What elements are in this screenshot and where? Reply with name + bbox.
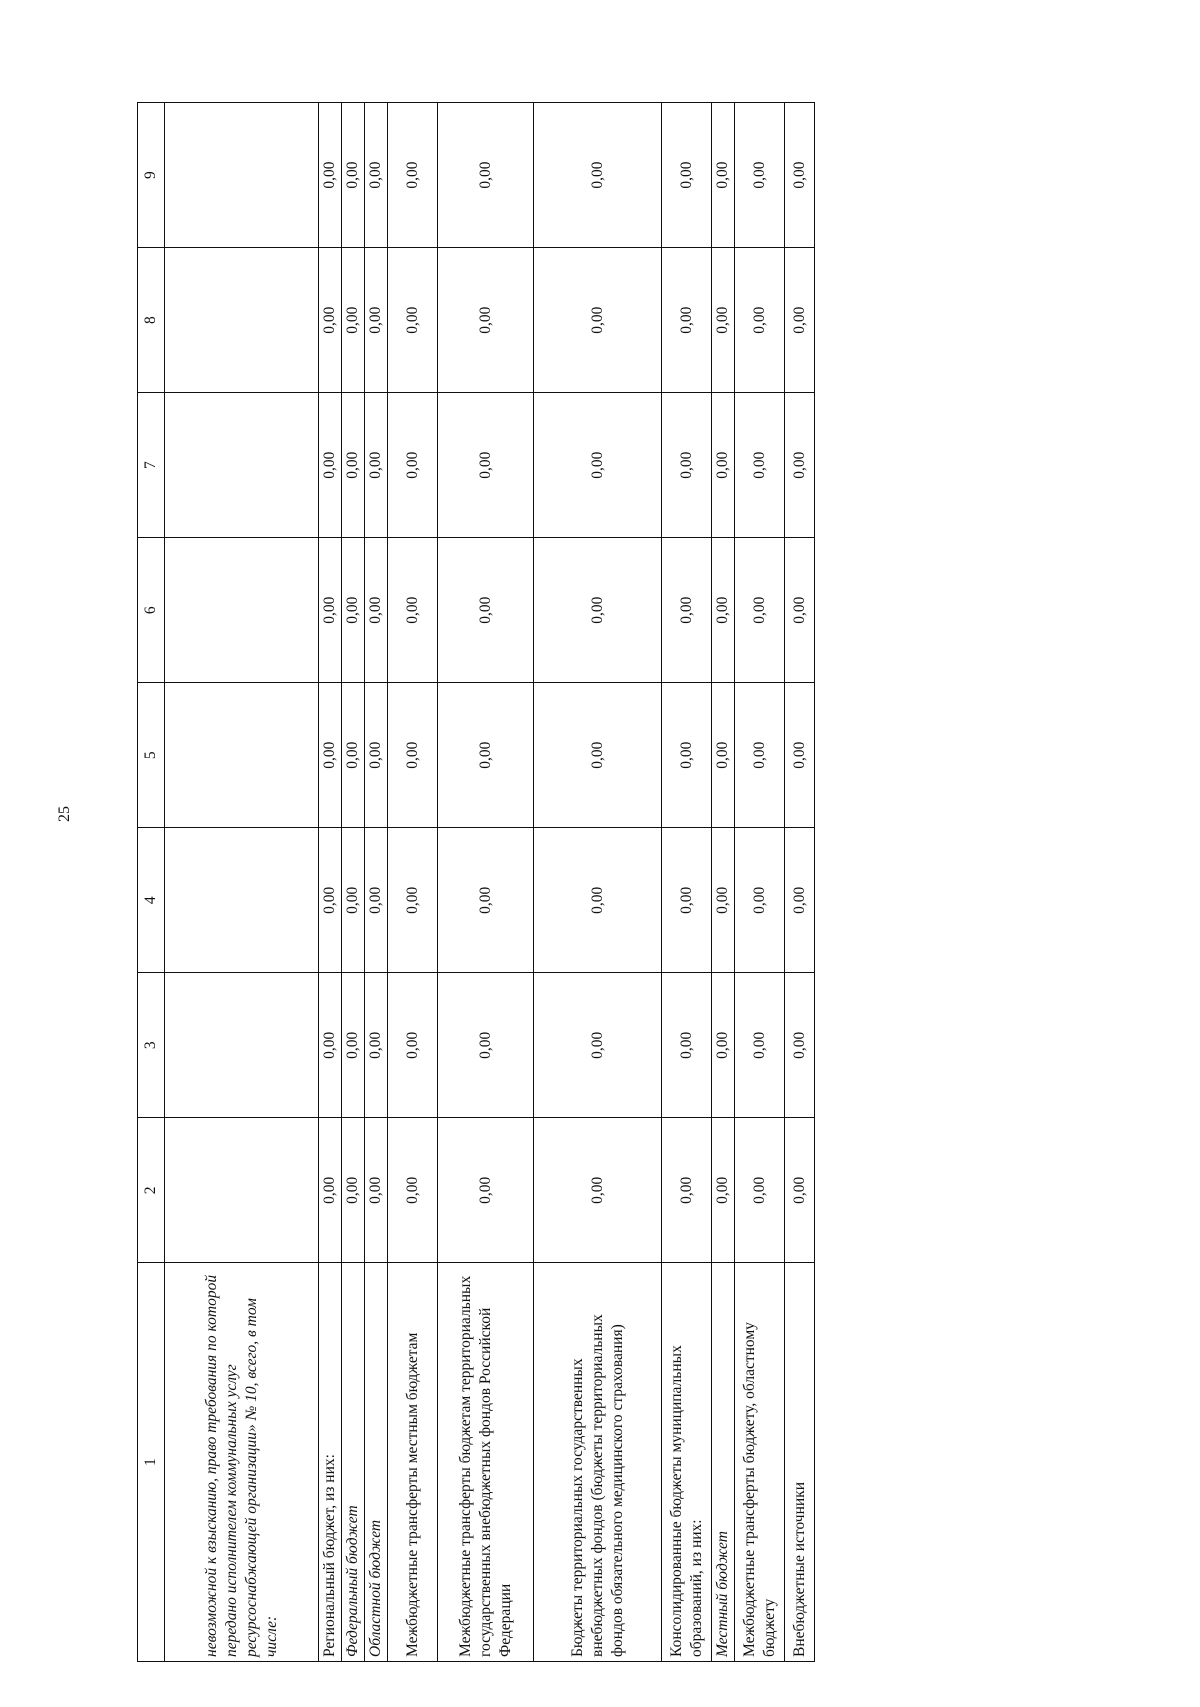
value-cell: 0,00 [712,538,735,683]
value-cell: 0,00 [712,1118,735,1263]
value-cell: 0,00 [662,103,712,248]
table-row [735,103,785,1662]
value-cell [165,248,319,393]
value-cell [165,103,319,248]
value-cell: 0,00 [342,973,365,1118]
row-label: Федеральный бюджет [342,1263,365,1662]
value-cell: 0,00 [785,248,815,393]
budget-table [137,102,815,1662]
value-cell: 0,00 [388,973,438,1118]
table-row [712,103,735,1662]
value-cell: 0,00 [388,248,438,393]
value-cell [165,538,319,683]
value-cell: 0,00 [342,538,365,683]
value-cell: 0,00 [388,683,438,828]
value-cell: 0,00 [342,103,365,248]
table-row [319,103,342,1662]
column-header: 8 [138,248,165,393]
value-cell: 0,00 [785,103,815,248]
column-header: 6 [138,538,165,683]
value-cell: 0,00 [534,248,662,393]
row-label: Внебюджетные источники [785,1263,815,1662]
value-cell: 0,00 [785,828,815,973]
value-cell: 0,00 [712,103,735,248]
value-cell: 0,00 [438,538,534,683]
value-cell: 0,00 [319,828,342,973]
value-cell: 0,00 [735,828,785,973]
value-cell: 0,00 [438,103,534,248]
value-cell: 0,00 [735,393,785,538]
value-cell: 0,00 [534,1118,662,1263]
column-header: 9 [138,103,165,248]
column-header: 2 [138,1118,165,1263]
value-cell: 0,00 [365,248,388,393]
table-row [388,103,438,1662]
value-cell: 0,00 [735,683,785,828]
value-cell: 0,00 [388,828,438,973]
value-cell: 0,00 [342,683,365,828]
value-cell: 0,00 [365,1118,388,1263]
column-header: 1 [138,1263,165,1662]
value-cell: 0,00 [662,393,712,538]
column-header: 3 [138,973,165,1118]
table-row [365,103,388,1662]
row-label: Местный бюджет [712,1263,735,1662]
value-cell: 0,00 [662,1118,712,1263]
value-cell: 0,00 [438,973,534,1118]
value-cell: 0,00 [365,683,388,828]
value-cell: 0,00 [662,538,712,683]
table-row [662,103,712,1662]
table-header-row [138,103,165,1662]
value-cell: 0,00 [342,393,365,538]
table-row [534,103,662,1662]
value-cell: 0,00 [319,683,342,828]
value-cell: 0,00 [388,103,438,248]
value-cell: 0,00 [365,538,388,683]
value-cell: 0,00 [712,248,735,393]
table-row [785,103,815,1662]
value-cell [165,683,319,828]
row-label: Межбюджетные трансферты бюджетам территориальных государственных внебюджетных фондов Российской Федерации [438,1263,534,1662]
row-label: Консолидированные бюджеты муниципальных образований, из них: [662,1263,712,1662]
value-cell: 0,00 [365,103,388,248]
value-cell: 0,00 [712,828,735,973]
value-cell: 0,00 [342,248,365,393]
value-cell: 0,00 [438,248,534,393]
value-cell: 0,00 [785,683,815,828]
value-cell: 0,00 [438,828,534,973]
table-row [165,103,319,1662]
value-cell: 0,00 [785,973,815,1118]
column-header: 4 [138,828,165,973]
value-cell: 0,00 [438,393,534,538]
row-label: Межбюджетные трансферты местным бюджетам [388,1263,438,1662]
row-label: невозможной к взысканию, право требования по которой передано исполнителем коммунальных услуг ресурсоснабжающей организации» № 10, всего, в том числе: [165,1263,319,1662]
value-cell [165,973,319,1118]
value-cell: 0,00 [342,828,365,973]
value-cell: 0,00 [319,973,342,1118]
column-header: 5 [138,683,165,828]
value-cell: 0,00 [342,1118,365,1263]
value-cell: 0,00 [319,103,342,248]
value-cell: 0,00 [735,103,785,248]
column-header: 7 [138,393,165,538]
value-cell: 0,00 [735,973,785,1118]
value-cell: 0,00 [712,683,735,828]
row-label: Межбюджетные трансферты бюджету, областному бюджету [735,1263,785,1662]
table-row [342,103,365,1662]
value-cell: 0,00 [785,393,815,538]
row-label: Бюджеты территориальных государственных внебюджетных фондов (бюджеты территориальных фондов обязательного медицинского страхования) [534,1263,662,1662]
value-cell: 0,00 [365,828,388,973]
value-cell: 0,00 [712,973,735,1118]
value-cell [165,393,319,538]
value-cell: 0,00 [319,538,342,683]
page-number: 25 [56,806,73,822]
value-cell: 0,00 [534,828,662,973]
value-cell: 0,00 [662,828,712,973]
value-cell: 0,00 [735,538,785,683]
value-cell: 0,00 [712,393,735,538]
value-cell: 0,00 [388,1118,438,1263]
value-cell: 0,00 [534,973,662,1118]
row-label: Региональный бюджет, из них: [319,1263,342,1662]
value-cell: 0,00 [534,103,662,248]
table-row [438,103,534,1662]
value-cell: 0,00 [785,538,815,683]
value-cell [165,1118,319,1263]
value-cell: 0,00 [365,393,388,538]
value-cell: 0,00 [662,683,712,828]
row-label: Областной бюджет [365,1263,388,1662]
value-cell: 0,00 [662,973,712,1118]
value-cell: 0,00 [438,683,534,828]
value-cell [165,828,319,973]
value-cell: 0,00 [735,248,785,393]
value-cell: 0,00 [388,393,438,538]
value-cell: 0,00 [319,393,342,538]
value-cell: 0,00 [319,1118,342,1263]
value-cell: 0,00 [438,1118,534,1263]
value-cell: 0,00 [534,683,662,828]
value-cell: 0,00 [662,248,712,393]
value-cell: 0,00 [319,248,342,393]
value-cell: 0,00 [534,393,662,538]
value-cell: 0,00 [785,1118,815,1263]
value-cell: 0,00 [388,538,438,683]
value-cell: 0,00 [735,1118,785,1263]
rotated-table-container [137,102,815,1662]
value-cell: 0,00 [365,973,388,1118]
value-cell: 0,00 [534,538,662,683]
